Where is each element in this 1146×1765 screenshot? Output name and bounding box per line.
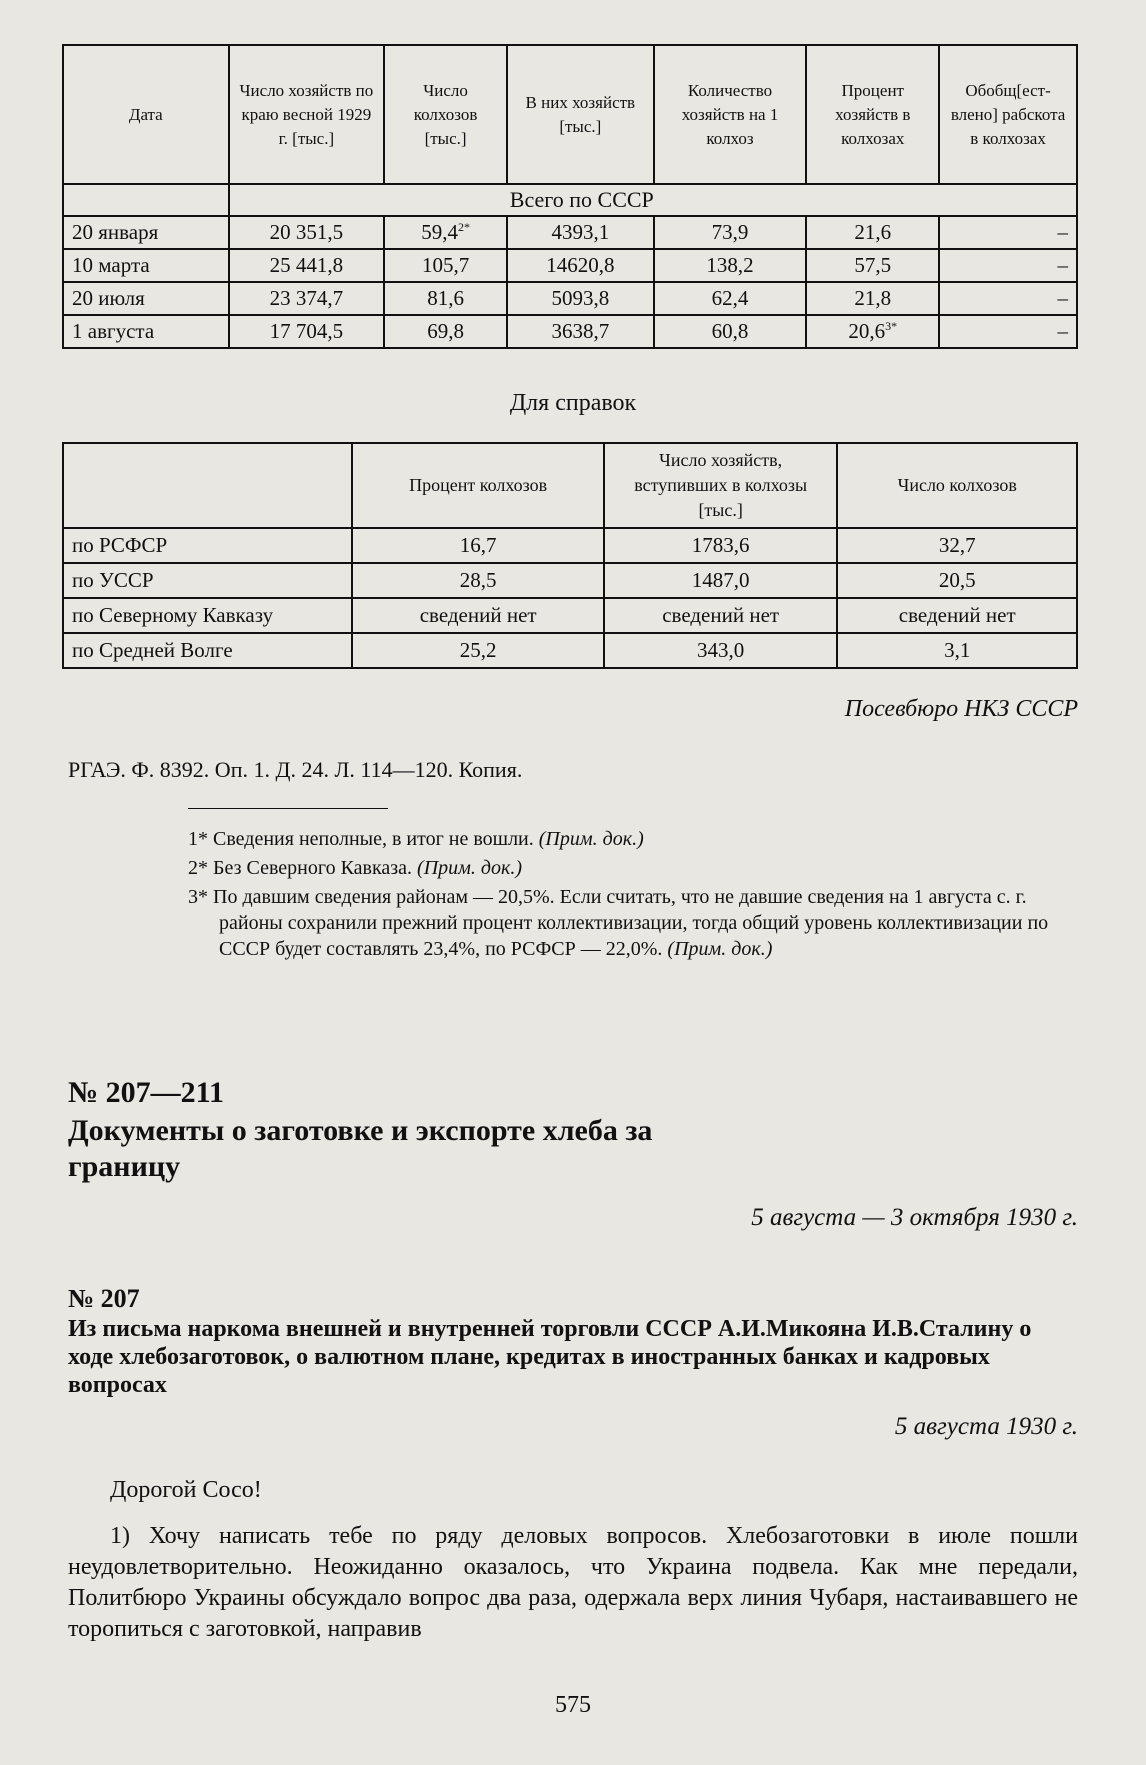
header-households-spring: Число хозяйств по краю весной 1929 г. [тыс.] xyxy=(229,45,385,184)
header-kolkhoz-number: Число колхозов xyxy=(837,443,1077,528)
table-row: по Средней Волге 25,2 343,0 3,1 xyxy=(63,633,1077,668)
footnote-divider xyxy=(188,808,388,809)
header-percent: Процент хозяйств в колхозах xyxy=(806,45,939,184)
document-title: Из письма наркома внешней и внутренней торговли СССР А.И.Микояна И.В.Сталину о ходе хлебозаготовок, о валютном плане, кредитах в иностранных банках и кадровых вопросах xyxy=(68,1316,1032,1398)
header-per-kolkhoz: Количество хозяйств на 1 колхоз xyxy=(654,45,807,184)
document-number: № 207 xyxy=(68,1284,140,1313)
header-date: Дата xyxy=(63,45,229,184)
header-livestock: Обобщ[ест-влено] рабскота в колхозах xyxy=(939,45,1077,184)
section-title: Документы о заготовке и экспорте хлеба за границу xyxy=(68,1114,653,1183)
letter-body xyxy=(68,1475,1078,1645)
reference-title: Для справок xyxy=(509,390,637,416)
section-number: № 207—211 xyxy=(68,1076,224,1109)
section-dates: 5 августа — 3 октября 1930 г. xyxy=(751,1204,1078,1231)
table-row: 10 марта 25 441,8 105,7 14620,8 138,2 57,5 – xyxy=(63,249,1077,282)
header-kolkhoz-percent: Процент колхозов xyxy=(352,443,603,528)
table-row: по РСФСР 16,7 1783,6 32,7 xyxy=(63,528,1077,563)
footnote-2: 2* Без Северного Кавказа. (Прим. док.) xyxy=(188,857,523,879)
collectivization-table xyxy=(62,44,1078,349)
signature: Посевбюро НКЗ СССР xyxy=(844,696,1078,722)
table-row: 20 июля 23 374,7 81,6 5093,8 62,4 21,8 – xyxy=(63,282,1077,315)
paragraph-1: 1) Хочу написать тебе по ряду деловых вопросов. Хлебозаготовки в июле пошли неудовлетворительно. Неожиданно оказалось, что Украина подвела. Как мне передали, Политбюро Украины обсуждало вопрос два раза, одержала верх линия Чубаря, настаивавшего не торопиться с заготовкой, направив xyxy=(68,1523,1078,1642)
section-total-ussr: Всего по СССР xyxy=(229,184,1077,216)
document-date: 5 августа 1930 г. xyxy=(894,1413,1078,1440)
header-households-in: В них хозяйств [тыс.] xyxy=(507,45,654,184)
footnote-1: 1* Сведения неполные, в итог не вошли. (Прим. док.) xyxy=(188,828,644,850)
header-kolkhoz-count: Число колхозов [тыс.] xyxy=(384,45,507,184)
salutation: Дорогой Сосо! xyxy=(110,1477,262,1503)
footnotes xyxy=(188,826,1078,965)
table-row: 20 января 20 351,5 $59,4^{2*}$ 4393,1 73,9 21,6 – xyxy=(63,216,1077,249)
table-row: по Северному Кавказу сведений нет сведений нет сведений нет xyxy=(63,598,1077,633)
page-number: 575 xyxy=(555,1692,591,1718)
archive-reference: РГАЭ. Ф. 8392. Оп. 1. Д. 24. Л. 114—120. Копия. xyxy=(68,757,523,782)
table-row: 1 августа 17 704,5 69,8 3638,7 60,8 $20,6^{3*}$ – xyxy=(63,315,1077,348)
table-row: по УССР 28,5 1487,0 20,5 xyxy=(63,563,1077,598)
footnote-3: 3* По давшим сведения районам — 20,5%. Если считать, что не давшие сведения на 1 августа с. г. районы сохранили прежний процент коллективизации, тогда общий уровень коллективизации по СССР будет составлять 23,4%, по РСФСР — 22,0%. (Прим. док.) xyxy=(188,886,1049,960)
header-joined-households: Число хозяйств, вступивших в колхозы [тыс.] xyxy=(604,443,838,528)
reference-table xyxy=(62,442,1078,669)
